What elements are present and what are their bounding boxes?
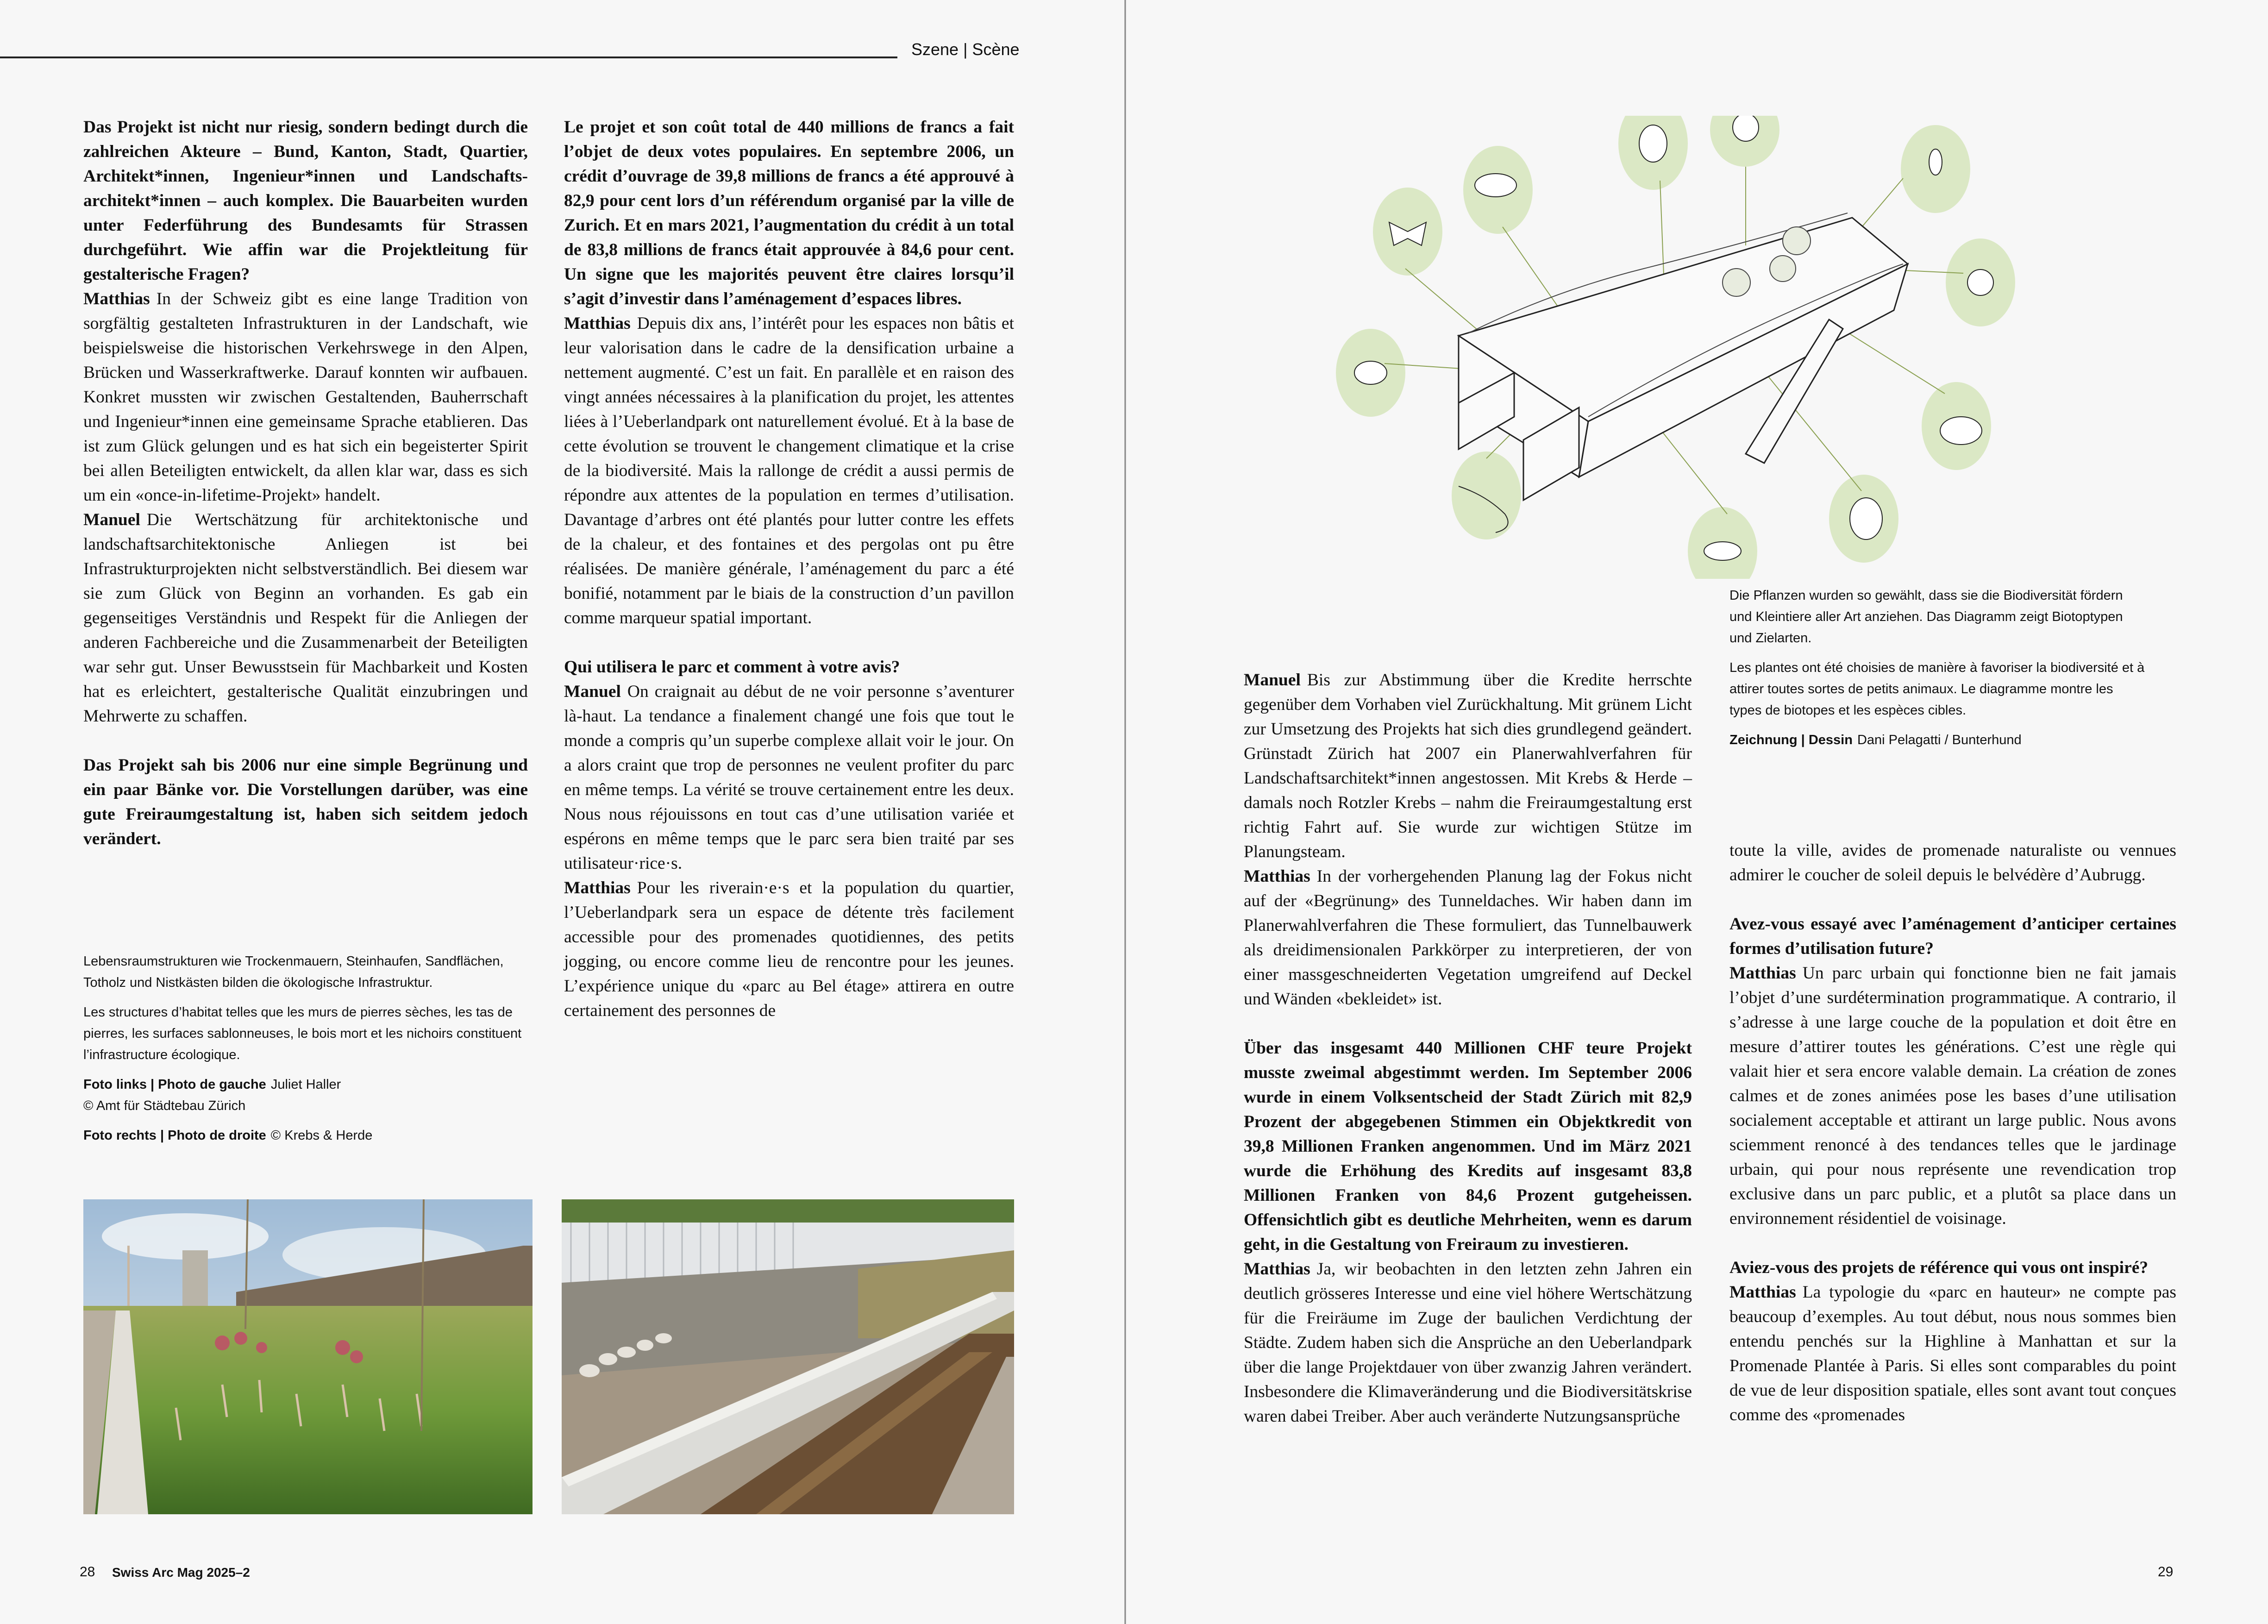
shrew-icon (1475, 174, 1516, 197)
page-number-right: 29 (2158, 1564, 2174, 1580)
answer (1244, 864, 1692, 1011)
wren-icon (1733, 116, 1759, 141)
speaker-name: Matthias (564, 314, 631, 333)
drawing-credit (1729, 729, 2146, 751)
question: Avez-vous essayé avec l’aménagement d’anticiper certaines formes d’utilisation future? (1729, 915, 2176, 958)
column-2 (564, 115, 1014, 1023)
photo-caption-left (83, 951, 528, 1154)
goldfinch-icon (1940, 417, 1982, 445)
answer-text: Depuis dix ans, l’intérêt pour les espaces non bâtis et leur valorisation dans le cadre de la densification urbaine a nettement augmenté. C’est un fait. En parallèle et en raison des vingt années nécessaires à la planification du projet, les attentes liées à l’Ueberlandpark ont naturellement évolué. Et à la base de cette évolution se trouvent le changement climatique et la crise de la biodiversité. Mais la rallonge de crédit a aussi permis de répondre aux attentes de la population en termes d’utilisation. Davantage d’arbres ont été plantés pour lutter contre les effets de la chaleur, et des fontaines et des pergolas ont pu être réalisées. De manière générale, l’aménagement du parc a été bonifié, notamment par le biais de la construction d’un pavillon comme marqueur spatial important. (564, 314, 1014, 627)
answer-text: In der vorhergehenden Planung lag der Fokus nicht auf der «Begrünung» des Tunneldaches. Wir haben dann im Planerwahlverfahren die These formuliert, das Tunnelbauwerk als dreidimensionalen Parkkörper zu interpretieren, der von einer massgeschneiderten Vegetation umgreifend auf Deckel und Wänden «bekleidet» ist. (1244, 867, 1692, 1009)
speaker-name: Matthias (1729, 964, 1796, 983)
answer (1244, 1257, 1692, 1429)
column-3 (1244, 668, 1692, 1429)
page-gutter (1124, 0, 1126, 1624)
speaker-name: Matthias (1244, 867, 1310, 886)
answer-text: In der Schweiz gibt es eine lange Tradition von sorgfältig gestalteten Infrastrukturen in der Landschaft, wie beispielsweise die historischen Verkehrswege in den Alpen, Brücken und Wasserkraftwerke. Darauf konnten wir aufbauen. Konkret mussten wir zwischen Gestaltenden, Bauherrschaft und Ingenieur*innen eine gemeinsame Sprache etablieren. Das ist zum Glück gelungen und es hat sich ein begeisterter Spirit bei allen Beteiligten entwickelt, da allen klar war, dass es sich um ein «once-in-lifetime-Projekt» handelt. (83, 289, 528, 505)
snail-icon (1967, 270, 1993, 295)
spider-icon (1929, 149, 1942, 175)
sparrow-icon (1850, 498, 1882, 539)
answer-text: Die Wertschätzung für architektonische und landschaftsarchitektonische Anliegen ist bei Infrastrukturprojekten nicht selbstverständlich. Bei diesem war sie zum Glück von Beginn an vorhanden. Es gab ein gegenseitiges Verständnis und Respekt für die Anliegen der anderen Fachbereiche und die Zusammenarbeit der Beteiligten war sehr gut. Unser Bewusstsein für Machbarkeit und Kosten hat es erleichtert, gestalterische Qualität einzubringen und Mehrwerte zu schaffen. (83, 510, 528, 726)
header-rule (0, 56, 897, 58)
answer (83, 287, 528, 508)
question: Aviez-vous des projets de référence qui vous ont inspiré? (1729, 1258, 2149, 1277)
answer (1729, 1280, 2176, 1427)
section-label: Szene | Scène (911, 40, 1020, 59)
credit-value: Dani Pelagatti / Bunterhund (1857, 733, 2022, 747)
photo-credit-right (83, 1125, 528, 1146)
cricket-icon (1704, 542, 1741, 560)
caption-fr: Les plantes ont été choisies de manière à favoriser la biodiversité et à attirer toutes sortes de petits animaux. Le diagramme montre les types de biotopes et les espèces cibles. (1729, 660, 2145, 718)
speaker-name: Matthias (564, 878, 631, 897)
photo-credit-left (83, 1074, 528, 1116)
answer (564, 679, 1014, 876)
beetle-icon (1639, 125, 1667, 162)
answer (83, 508, 528, 728)
question: Qui utilisera le parc et comment à votre avis? (564, 658, 900, 677)
answer (1729, 961, 2176, 1231)
caption-de: Die Pflanzen wurden so gewählt, dass sie die Biodiversität fördern und Kleintiere aller Art anziehen. Das Diagramm zeigt Biotoptypen und Zielarten. (1729, 588, 2123, 646)
speaker-name: Manuel (1244, 671, 1301, 690)
column-1 (83, 115, 528, 851)
page-number-left: 28 (80, 1564, 95, 1580)
photo-deadwood-wall (562, 1199, 1014, 1514)
speaker-name: Matthias (83, 289, 150, 308)
answer (1244, 668, 1692, 864)
speaker-name: Matthias (1244, 1260, 1310, 1279)
caption-de: Lebensraumstrukturen wie Trockenmauern, Steinhaufen, Sandflächen, Totholz und Nistkästen bilden die ökologische Infrastruktur. (83, 954, 504, 990)
speaker-name: Manuel (564, 682, 621, 701)
continued-text: toute la ville, avides de promenade naturaliste ou vennues admirer le coucher de soleil depuis le belvédère d’Aubrugg. (1729, 841, 2176, 884)
answer-text: On craignait au début de ne voir personne s’aventurer là-haut. La tendance a finalement changé une fois que tout le monde a compris qu’un superbe complexe allait voir le jour. On a alors craint que trop de personnes ne veulent profiter du parc en même temps. La vérité se trouve certainement entre les deux. Nous nous réjouissons en tout cas d’une utilisation variée et espérons en même temps que le parc sera bien traité par ses utilisateur·rice·s. (564, 682, 1014, 873)
answer-text: Un parc urbain qui fonctionne bien ne fait jamais l’objet d’une surdétermination programmatique. A contrario, il s’adresse à une large couche de la population et doit être en mesure d’attirer toutes les générations. C’est une règle qui valait hier et sera encore valable demain. La création de zones calmes et de zones animées pose les bases d’une utilisation socialement acceptable et attirant un large public. Nous avons sciemment renoncé à des tendances telles que le jardinage urbain, qui pour nous représente une revendication trop exclusive dans un parc public, et a plutôt sa place dans un environnement résidentiel de voisinage. (1729, 964, 2176, 1228)
question: Das Projekt sah bis 2006 nur eine simple Begrünung und ein paar Bänke vor. Die Vorstellungen darüber, was eine gute Freiraumgestaltung ist, haben sich seitdem jedoch verändert. (83, 756, 528, 848)
caption-fr: Les structures d’habitat telles que les murs de pierres sèches, les tas de pierres, les surfaces sablonneuses, le bois mort et les nichoirs constituent l’infrastructure écologique. (83, 1005, 522, 1062)
credit-value: Juliet Haller (270, 1077, 341, 1092)
speaker-name: Matthias (1729, 1283, 1796, 1302)
biodiversity-diagram (1320, 116, 2199, 579)
credit-label: Foto rechts | Photo de droite (83, 1128, 266, 1143)
magazine-title: Swiss Arc Mag 2025–2 (112, 1565, 250, 1580)
answer-text: Pour les riverain·e·s et la population du quartier, l’Ueberlandpark sera un espace de détente très facilement accessible pour des promenades quotidiennes, des petits jogging, ou encore comme lieu de rencontre pour les jeunes. L’expérience unique du «parc au Bel étage» attirera en outre certainement des personnes de (564, 878, 1014, 1020)
speaker-name: Manuel (83, 510, 140, 529)
bee-icon (1354, 361, 1387, 384)
lizard-circle (1452, 451, 1521, 539)
question: Le projet et son coût total de 440 millions de francs a fait l’objet de deux votes populaires. En septembre 2006, un crédit d’ouvrage de 39,8 millions de francs a été approuvé à 82,9 pour cent lors d’un référendum organisé par la ville de Zurich. Et en mars 2021, l’augmentation du crédit à un total de 83,8 millions de francs était approuvée à 84,6 pour cent. Un signe que les majorités peuvent être claires lorsqu’il s’agit d’investir dans l’aménagement d’espaces libres. (564, 118, 1014, 308)
credit-value: © Krebs & Herde (270, 1128, 373, 1143)
answer-text: La typologie du «parc en hauteur» ne compte pas beaucoup d’exemples. Au tout début, nous nous sommes bien entendu penchés sur la Highline à Manhattan et sur la Promenade Plantée à Paris. Si elles sont comparables du point de vue de leur disposition spatiale, elles sont avant tout conçues comme des «promenades (1729, 1283, 2176, 1424)
answer (564, 876, 1014, 1023)
answer-text: Bis zur Abstimmung über die Kredite herrschte gegenüber dem Vorhaben viel Zurückhaltung. Mit grünem Licht zur Umsetzung des Projekts hat sich dies grundlegend geändert. Grünstadt Zürich hat 2007 ein Planerwahlverfahren für Landschaftsarchitekt*innen angestossen. Mit Krebs & Herde – damals noch Rotzler Krebs – nahm die Freiraumgestaltung erst richtig Fahrt auf. Sie wurde zur wichtigen Stütze im Planungsteam. (1244, 671, 1692, 861)
question: Über das insgesamt 440 Millionen CHF teure Projekt musste zweimal abgestimmt werden. Im September 2006 wurde in einem Volksentscheid der Stadt Zürich mit 82,9 Prozent der abgegebenen Stimmen ein Objektkredit von 39,8 Millionen Franken angenommen. Und im März 2021 wurde die Erhöhung des Kredits auf insgesamt 83,8 Millionen Franken von 84,6 Prozent gutgeheissen. Offensichtlich gibt es deutliche Mehrheiten, wenn es darum geht, in die Gestaltung von Freiraum zu investieren. (1244, 1039, 1692, 1254)
column-4 (1729, 838, 2176, 1427)
diagram-caption (1729, 585, 2146, 759)
answer (564, 311, 1014, 630)
credit-label: Zeichnung | Dessin (1729, 733, 1853, 747)
credit-value: © Amt für Städtebau Zürich (83, 1098, 246, 1113)
credit-label: Foto links | Photo de gauche (83, 1077, 266, 1092)
answer-text: Ja, wir beobachten in den letzten zehn Jahren ein deutlich grösseres Interesse und eine viel höhere Wertschätzung für die Freiräume im Zuge der baulichen Verdichtung der Städte. Zudem haben sich die Ansprüche an den Ueberlandpark über die lange Projektdauer von über zwanzig Jahren verändert. Insbesondere die Klimaveränderung und die Biodiversitätskrise waren dabei Treiber. Aber auch veränderte Nutzungsansprüche (1244, 1260, 1692, 1426)
question: Das Projekt ist nicht nur riesig, sondern bedingt durch die zahlreichen Akteure – Bund, Kanton, Stadt, Quartier, Architekt*innen, Ingenieur*innen und Landschaftsarchitekt*innen – auch komplex. Die Bauarbeiten wurden unter Federführung des Bundesamts für Strassen durchgeführt. Wie affin war die Projektleitung für gestalterische Fragen? (83, 118, 528, 284)
photo-meadow (83, 1199, 533, 1514)
